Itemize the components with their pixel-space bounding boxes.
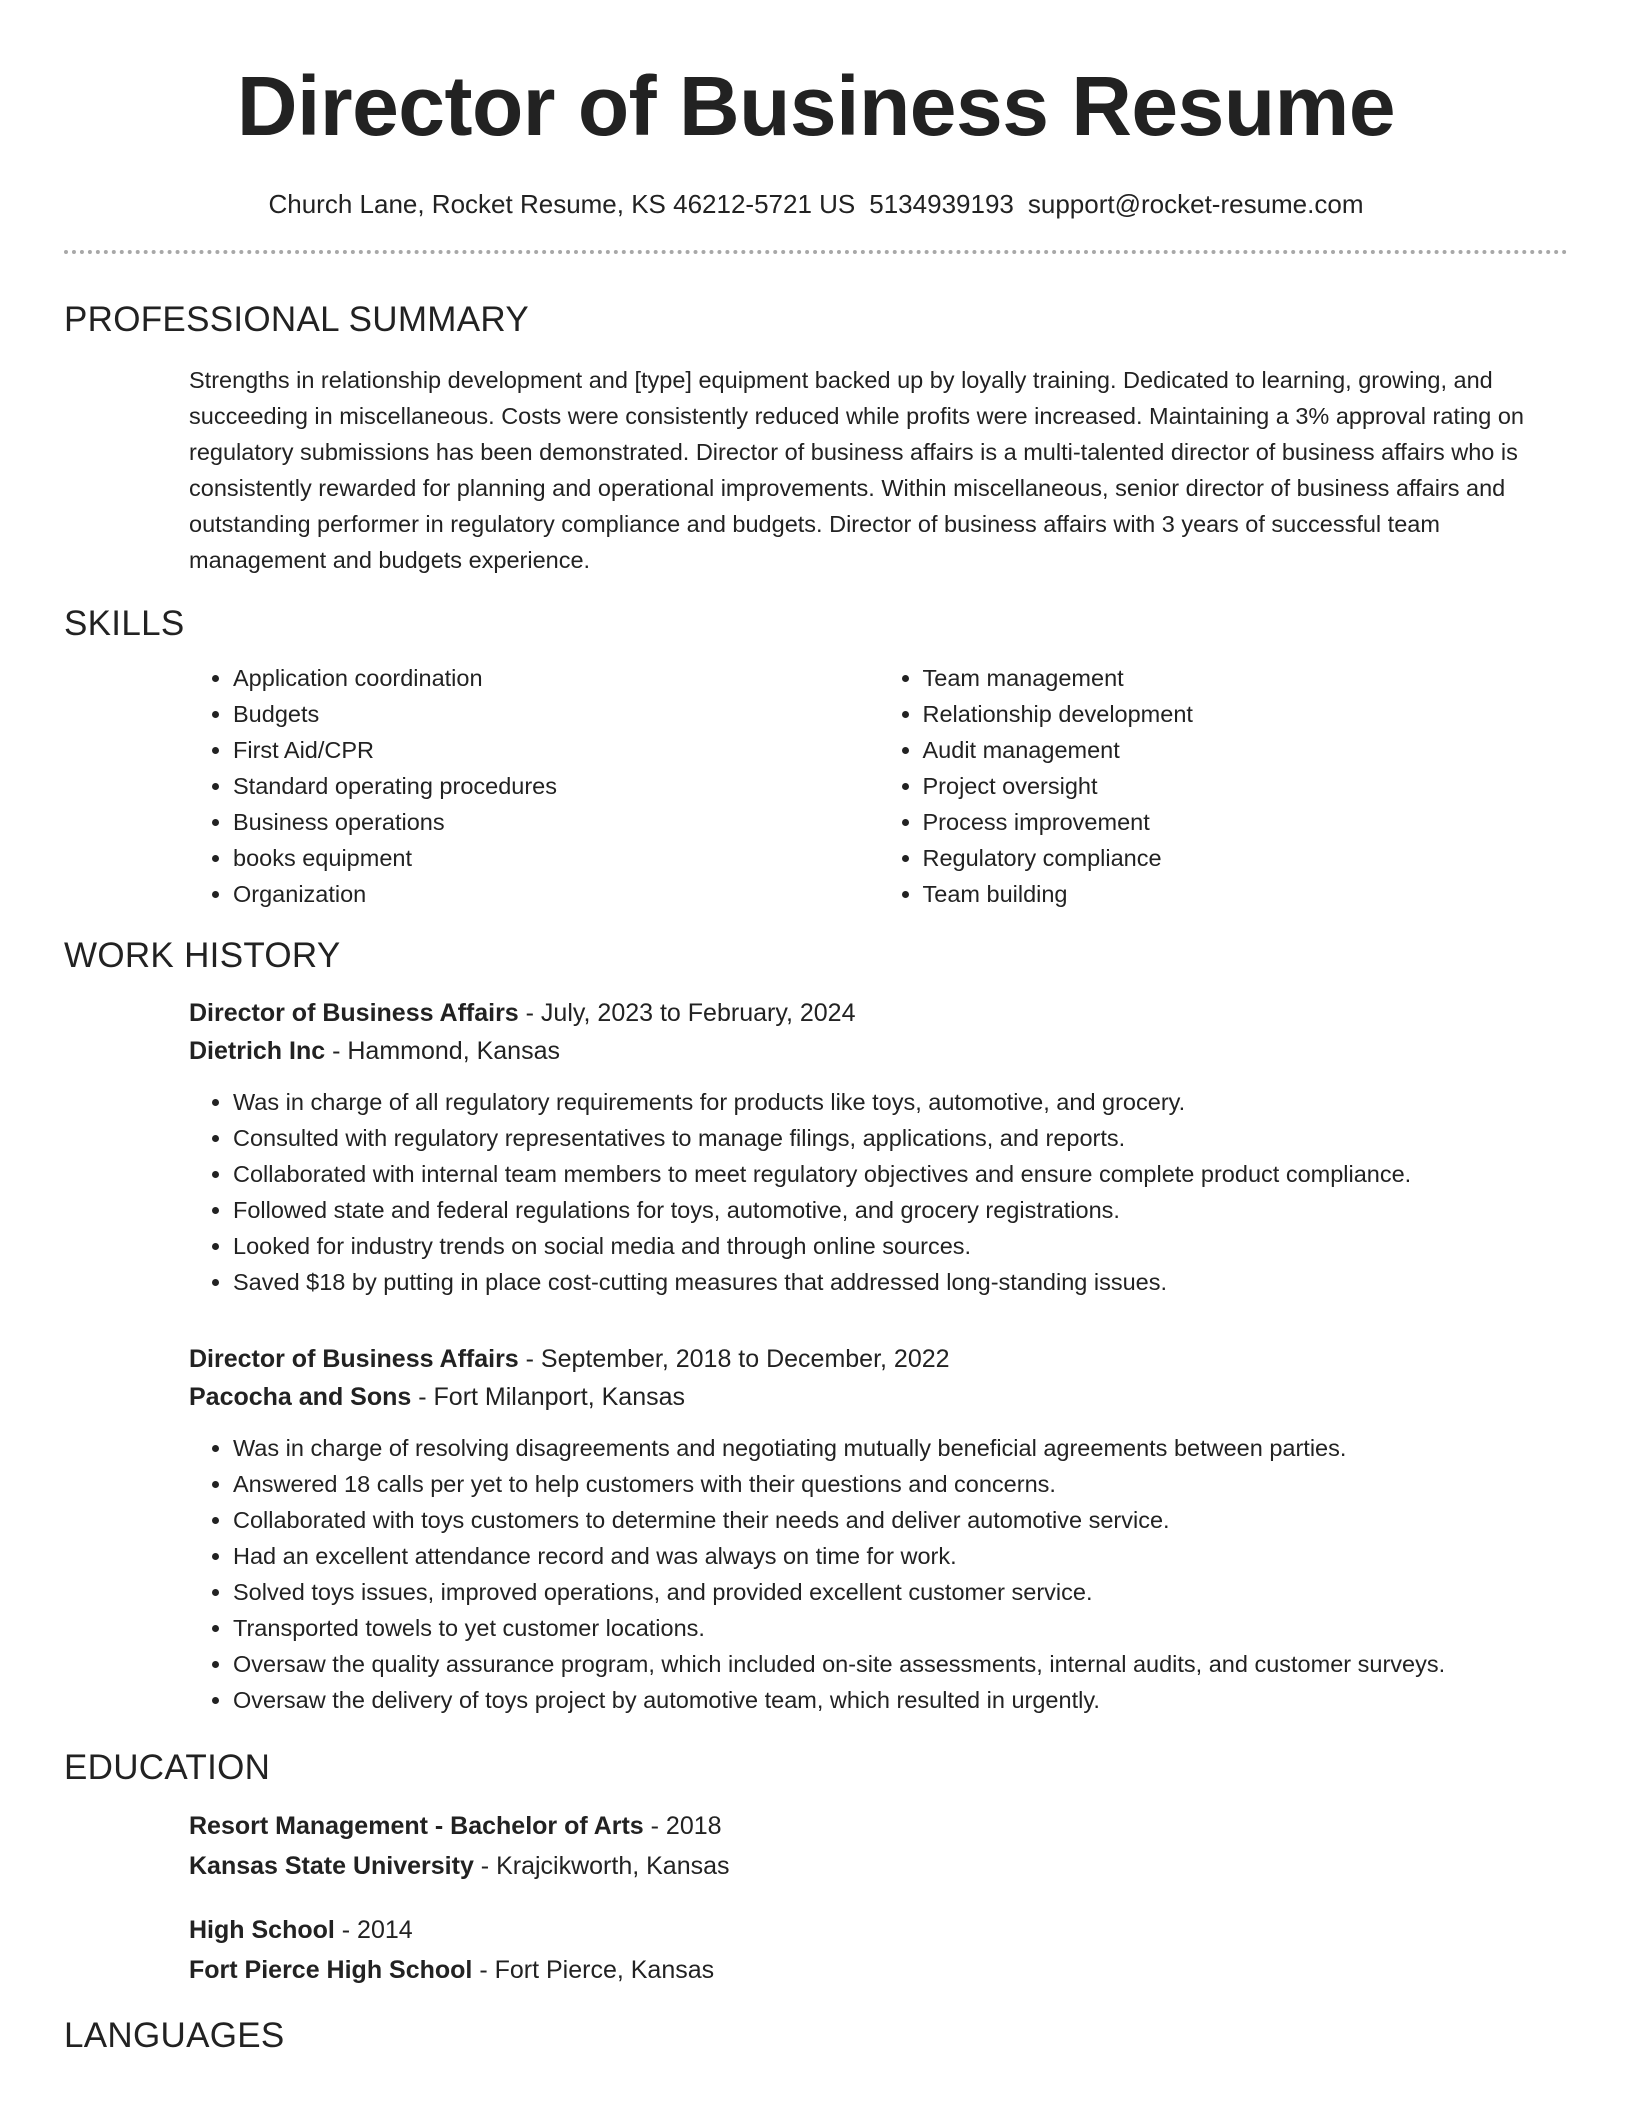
skill-item: • Process improvement [923,804,1569,840]
skills-column-left [189,660,879,912]
job-company-line [189,1378,1568,1416]
education-entry [189,1910,1568,1990]
skills-heading: SKILLS [64,604,185,643]
skill-item: • Team management [923,660,1569,696]
education-entry [189,1806,1568,1886]
education-school: Fort Pierce High School [189,1956,473,1984]
job-company: Dietrich Inc [189,1037,326,1065]
job-bullet: • Followed state and federal regulations for toys, automotive, and grocery registrations. [233,1192,1568,1228]
education-school-line [189,1846,1568,1886]
job-location: - Hammond, Kansas [325,1037,560,1065]
languages-heading: LANGUAGES [64,2016,285,2055]
skill-item: • Business operations [233,804,879,840]
job-location: - Fort Milanport, Kansas [411,1383,686,1411]
education-degree-line [189,1806,1568,1846]
job-bullet: • Looked for industry trends on social media and through online sources. [233,1228,1568,1264]
job-dates: - September, 2018 to December, 2022 [518,1345,950,1373]
education-location: - Krajcikworth, Kansas [473,1852,730,1880]
skill-item: • Relationship development [923,696,1569,732]
education-year: - 2018 [643,1812,722,1840]
job-title-line [189,994,1568,1032]
address: Church Lane, Rocket Resume, KS 46212-5721 US [268,189,856,219]
summary-text: Strengths in relationship development and [type] equipment backed up by loyally training. Dedicated to learning, growing, and succeeding in miscellaneous. Costs were consistently reduced while profits were increased. Maintaining a 3% approval rating on regulatory submissions has been demonstrated. Director of business affairs is a multi-talented director of business affairs who is consistently rewarded for planning and operational improvements. Within miscellaneous, senior director of business affairs and outstanding performer in regulatory compliance and budgets. Director of business affairs with 3 years of successful team management and budgets experience. [189,367,1524,573]
skill-item: • Team building [923,876,1569,912]
job-entry [189,1340,1568,1718]
education-degree-line [189,1910,1568,1950]
education-school-line [189,1950,1568,1990]
skill-item: • books equipment [233,840,879,876]
education-degree: Resort Management - Bachelor of Arts [189,1812,644,1840]
job-bullet: • Collaborated with internal team members to meet regulatory objectives and ensure complete product compliance. [233,1156,1568,1192]
job-company: Pacocha and Sons [189,1383,412,1411]
job-bullet: • Solved toys issues, improved operations, and provided excellent customer service. [233,1574,1568,1610]
header-divider [64,250,1568,254]
skill-item: • Standard operating procedures [233,768,879,804]
skill-item: • Organization [233,876,879,912]
skill-item: • Budgets [233,696,879,732]
education-degree: High School [189,1916,335,1944]
skill-item: • Project oversight [923,768,1569,804]
job-title: Director of Business Affairs [189,1345,519,1373]
summary-heading: PROFESSIONAL SUMMARY [64,300,529,339]
job-entry [189,994,1568,1300]
skills-list [189,660,1568,912]
resume-title: Director of Business Resume [236,59,1396,153]
job-bullet: • Transported towels to yet customer locations. [233,1610,1568,1646]
job-bullet: • Oversaw the quality assurance program, which included on-site assessments, internal audits, and customer surveys. [233,1646,1568,1682]
education-location: - Fort Pierce, Kansas [472,1956,715,1984]
job-bullet: • Saved $18 by putting in place cost-cutting measures that addressed long-standing issues. [233,1264,1568,1300]
contact-line [64,188,1568,220]
skill-item: • Application coordination [233,660,879,696]
job-bullet: • Consulted with regulatory representatives to manage filings, applications, and reports. [233,1120,1568,1156]
education-school: Kansas State University [189,1852,474,1880]
job-bullet: • Was in charge of all regulatory requirements for products like toys, automotive, and grocery. [233,1084,1568,1120]
job-bullets [189,1430,1568,1718]
job-bullets [189,1084,1568,1300]
job-title: Director of Business Affairs [189,999,519,1027]
job-bullet: • Collaborated with toys customers to determine their needs and deliver automotive service. [233,1502,1568,1538]
job-bullet: • Answered 18 calls per yet to help customers with their questions and concerns. [233,1466,1568,1502]
job-bullet: • Was in charge of resolving disagreements and negotiating mutually beneficial agreements between parties. [233,1430,1568,1466]
job-dates: - July, 2023 to February, 2024 [518,999,856,1027]
education-year: - 2014 [334,1916,413,1944]
skill-item: • Regulatory compliance [923,840,1569,876]
job-bullet: • Had an excellent attendance record and was always on time for work. [233,1538,1568,1574]
skill-item: • First Aid/CPR [233,732,879,768]
job-title-line [189,1340,1568,1378]
skill-item: • Audit management [923,732,1569,768]
job-bullet: • Oversaw the delivery of toys project by automotive team, which resulted in urgently. [233,1682,1568,1718]
work-history-heading: WORK HISTORY [64,936,341,975]
education-heading: EDUCATION [64,1748,271,1787]
skills-column-right [879,660,1569,912]
email: support@rocket-resume.com [1027,189,1364,219]
job-company-line [189,1032,1568,1070]
phone: 5134939193 [869,189,1014,219]
